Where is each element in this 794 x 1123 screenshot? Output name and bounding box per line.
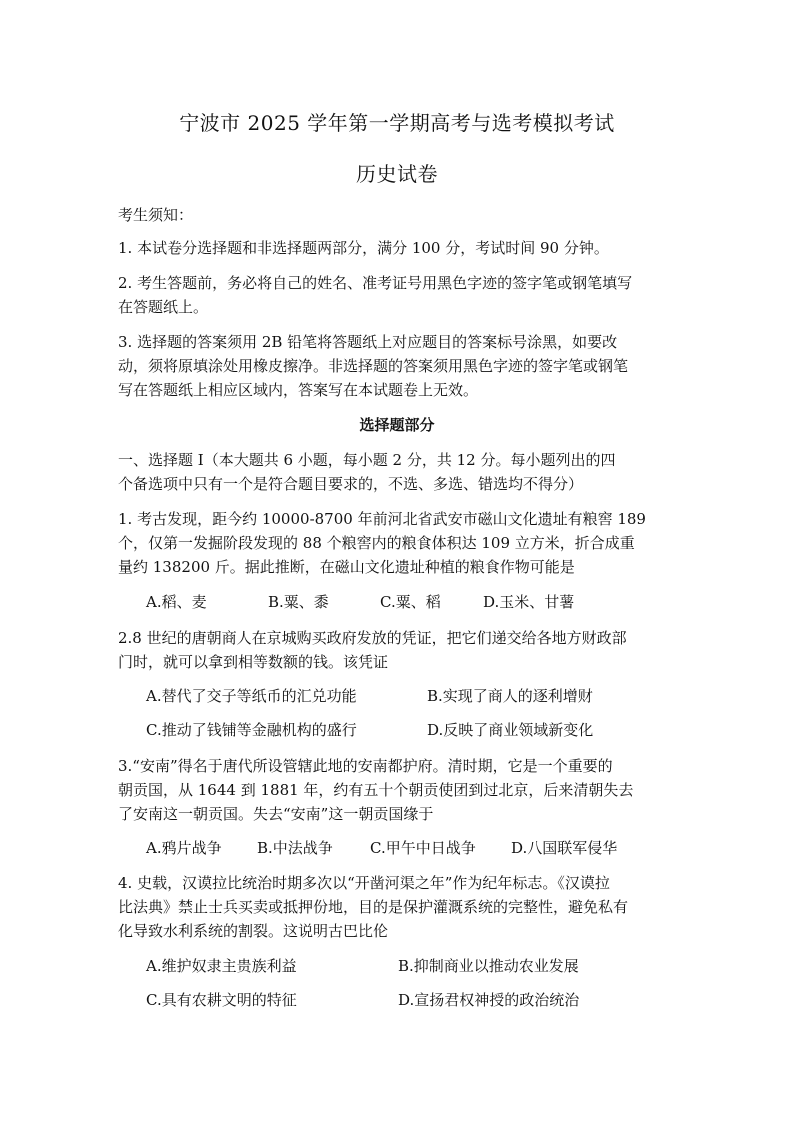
q2-option-b: B.实现了商人的逐利增财 <box>427 687 593 705</box>
q1-option-b: B.粟、黍 <box>268 593 329 611</box>
q2-option-d: D.反映了商业领域新变化 <box>427 721 594 739</box>
section-title: 选择题部分 <box>359 416 435 434</box>
q1-stem-line-2: 个，仅第一发掘阶段发现的 88 个粮窖内的粮食体积达 109 立方米，折合成重 <box>118 534 635 552</box>
q4-option-d: D.宣扬君权神授的政治统治 <box>398 991 580 1009</box>
notice-heading: 考生须知： <box>118 206 194 224</box>
q3-option-b: B.中法战争 <box>257 839 333 857</box>
q1-option-c: C.粟、稻 <box>380 593 441 611</box>
q2-stem-line-2: 门时，就可以拿到相等数额的钱。该凭证 <box>118 653 389 671</box>
q4-stem-line-3: 化导致水利系统的割裂。这说明古巴比伦 <box>118 922 389 940</box>
q2-stem-line-1: 2.8 世纪的唐朝商人在京城购买政府发放的凭证，把它们递交给各地方财政部 <box>118 629 627 647</box>
notice-item-2-line-2: 在答题纸上。 <box>118 298 209 316</box>
q4-option-b: B.抑制商业以推动农业发展 <box>398 957 579 975</box>
q3-option-c: C.甲午中日战争 <box>370 839 476 857</box>
q1-option-a: A.稻、麦 <box>146 593 207 611</box>
q3-stem-line-2: 朝贡国，从 1644 到 1881 年，约有五十个朝贡使团到过北京，后来清朝失去 <box>118 781 634 799</box>
notice-item-1: 1. 本试卷分选择题和非选择题两部分，满分 100 分，考试时间 90 分钟。 <box>118 239 609 257</box>
exam-title: 宁波市 2025 学年第一学期高考与选考模拟考试 <box>179 111 615 135</box>
q4-stem-line-2: 比法典》禁止士兵买卖或抵押份地，目的是保护灌溉系统的完整性，避免私有 <box>118 898 629 916</box>
part1-instructions-line-1: 一、选择题 I（本大题共 6 小题，每小题 2 分，共 12 分。每小题列出的四 <box>118 451 616 469</box>
q1-option-d: D.玉米、甘薯 <box>483 593 575 611</box>
notice-item-3-line-1: 3. 选择题的答案须用 2B 铅笔将答题纸上对应题目的答案标号涂黑，如要改 <box>118 333 618 351</box>
q1-stem-line-3: 量约 138200 斤。据此推断，在磁山文化遗址种植的粮食作物可能是 <box>118 558 575 576</box>
q3-stem-line-1: 3.“安南”得名于唐代所设管辖此地的安南都护府。清时期，它是一个重要的 <box>118 757 613 775</box>
q2-option-c: C.推动了钱铺等金融机构的盛行 <box>146 721 357 739</box>
exam-subtitle: 历史试卷 <box>356 162 438 186</box>
notice-item-3-line-2: 动，须将原填涂处用橡皮擦净。非选择题的答案须用黑色字迹的签字笔或钢笔 <box>118 357 629 375</box>
q4-stem-line-1: 4. 史载，汉谟拉比统治时期多次以“开凿河渠之年”作为纪年标志。《汉谟拉 <box>118 874 610 892</box>
part1-instructions-line-2: 个备选项中只有一个是符合题目要求的，不选、多选、错选均不得分） <box>118 475 584 493</box>
q3-option-a: A.鸦片战争 <box>146 839 222 857</box>
q3-option-d: D.八国联军侵华 <box>511 839 618 857</box>
q4-option-a: A.维护奴隶主贵族利益 <box>146 957 297 975</box>
q1-stem-line-1: 1. 考古发现，距今约 10000-8700 年前河北省武安市磁山文化遗址有粮窖 189 <box>118 510 646 528</box>
q4-option-c: C.具有农耕文明的特征 <box>146 991 297 1009</box>
notice-item-2-line-1: 2. 考生答题前，务必将自己的姓名、准考证号用黑色字迹的签字笔或钢笔填写 <box>118 274 633 292</box>
q2-option-a: A.替代了交子等纸币的汇兑功能 <box>146 687 357 705</box>
q3-stem-line-3: 了安南这一朝贡国。失去“安南”这一朝贡国缘于 <box>118 805 434 823</box>
notice-item-3-line-3: 写在答题纸上相应区域内，答案写在本试题卷上无效。 <box>118 381 479 399</box>
